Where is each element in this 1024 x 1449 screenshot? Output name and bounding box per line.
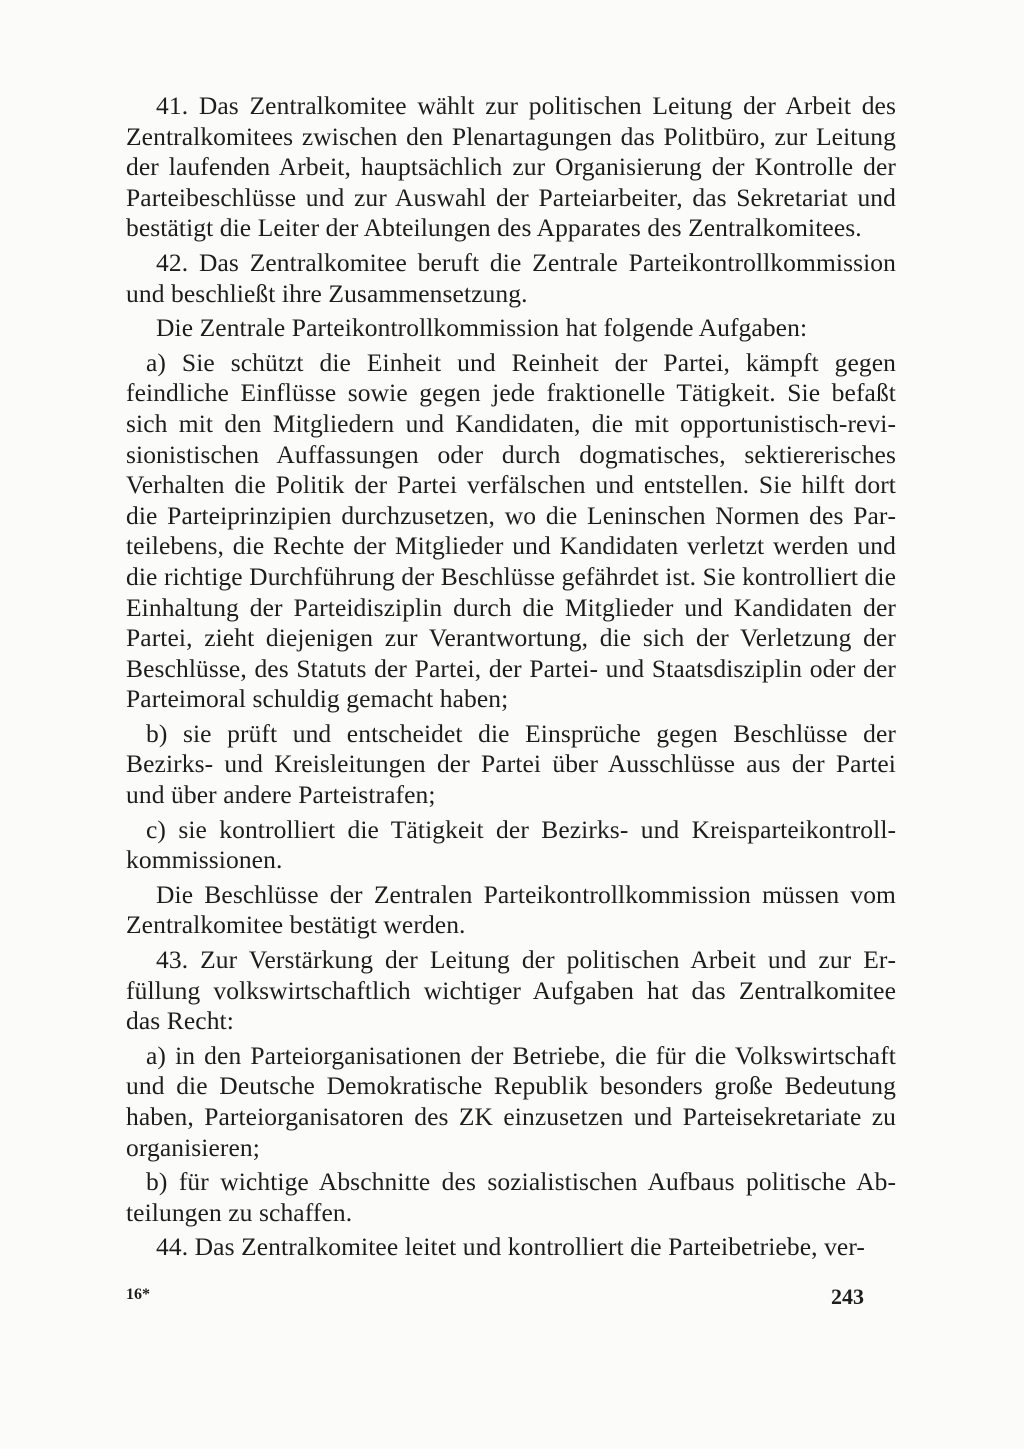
signature-mark: 16* <box>126 1286 150 1303</box>
paragraph-43: 43. Zur Verstärkung der Leitung der politischen Arbeit und zur Erfüllung volkswirtschaftlich wichtiger Aufgaben hat das Zentralkomitee das Recht: <box>126 945 896 1036</box>
page-body <box>126 91 896 1267</box>
paragraph-42: 42. Das Zentralkomitee beruft die Zentrale Parteikontrollkommission und beschließt ihre Zusammensetzung. <box>126 247 896 308</box>
paragraph-zpkk-intro: Die Zentrale Parteikontrollkommission hat folgende Aufgaben: <box>156 313 808 343</box>
list-item-43-b: b) für wichtige Abschnitte des sozialistischen Aufbaus politische Abteilungen zu schaffen. <box>126 1167 896 1227</box>
list-item-b: b) sie prüft und entscheidet die Einsprüche gegen Beschlüsse der Bezirks- und Kreisleitungen der Partei über Ausschlüsse aus der Partei und über andere Parteistrafen; <box>126 718 896 810</box>
page-number: 243 <box>831 1284 864 1309</box>
paragraph-zpkk-confirmation: Die Beschlüsse der Zentralen Parteikontrollkommission müssen vom Zentralkomitee bestätigt werden. <box>126 879 896 940</box>
paragraph-44: 44. Das Zentralkomitee leitet und kontrolliert die Parteibetriebe, ver- <box>156 1232 866 1262</box>
list-item-c: c) sie kontrolliert die Tätigkeit der Bezirks- und Kreisparteikontrollkommissionen. <box>126 814 896 875</box>
list-item-a: a) Sie schützt die Einheit und Reinheit der Partei, kämpft gegen feindliche Einflüsse sowie gegen jede fraktionelle Tätigkeit. Sie befaßt sich mit den Mitgliedern und Kandidaten, die mit opportunistisch-revisionistischen Auffassungen oder durch dogmatisches, sektiererisches Verhalten die Politik der Partei verfälschen und entstellen. Sie hilft dort die Parteiprinzipien durchzusetzen, wo die Leninschen Normen des Parteilebens, die Rechte der Mitglieder und Kandidaten verletzt werden und die richtige Durchführung der Beschlüsse gefährdet ist. Sie kontrolliert die Einhaltung der Parteidisziplin durch die Mitglieder und Kandidaten der Partei, zieht diejenigen zur Verantwortung, die sich der Verletzung der Beschlüsse, des Statuts der Partei, der Partei- und Staatsdisziplin oder der Parteimoral schuldig gemacht haben; <box>126 347 896 714</box>
paragraph-41: 41. Das Zentralkomitee wählt zur politischen Leitung der Arbeit des Zentralkomitees zwischen den Plenartagungen das Politbüro, zur Leitung der laufenden Arbeit, hauptsächlich zur Organisierung der Kontrolle der Parteibeschlüsse und zur Auswahl der Parteiarbeiter, das Sekretariat und bestätigt die Leiter der Abteilungen des Apparates des Zentralkomitees. <box>126 91 896 243</box>
list-item-43-a: a) in den Parteiorganisationen der Betriebe, die für die Volkswirtschaft und die Deutsche Demokratische Republik besonders große Bedeutung haben, Parteiorganisatoren des ZK einzusetzen und Parteisekretariate zu organisieren; <box>126 1040 896 1162</box>
